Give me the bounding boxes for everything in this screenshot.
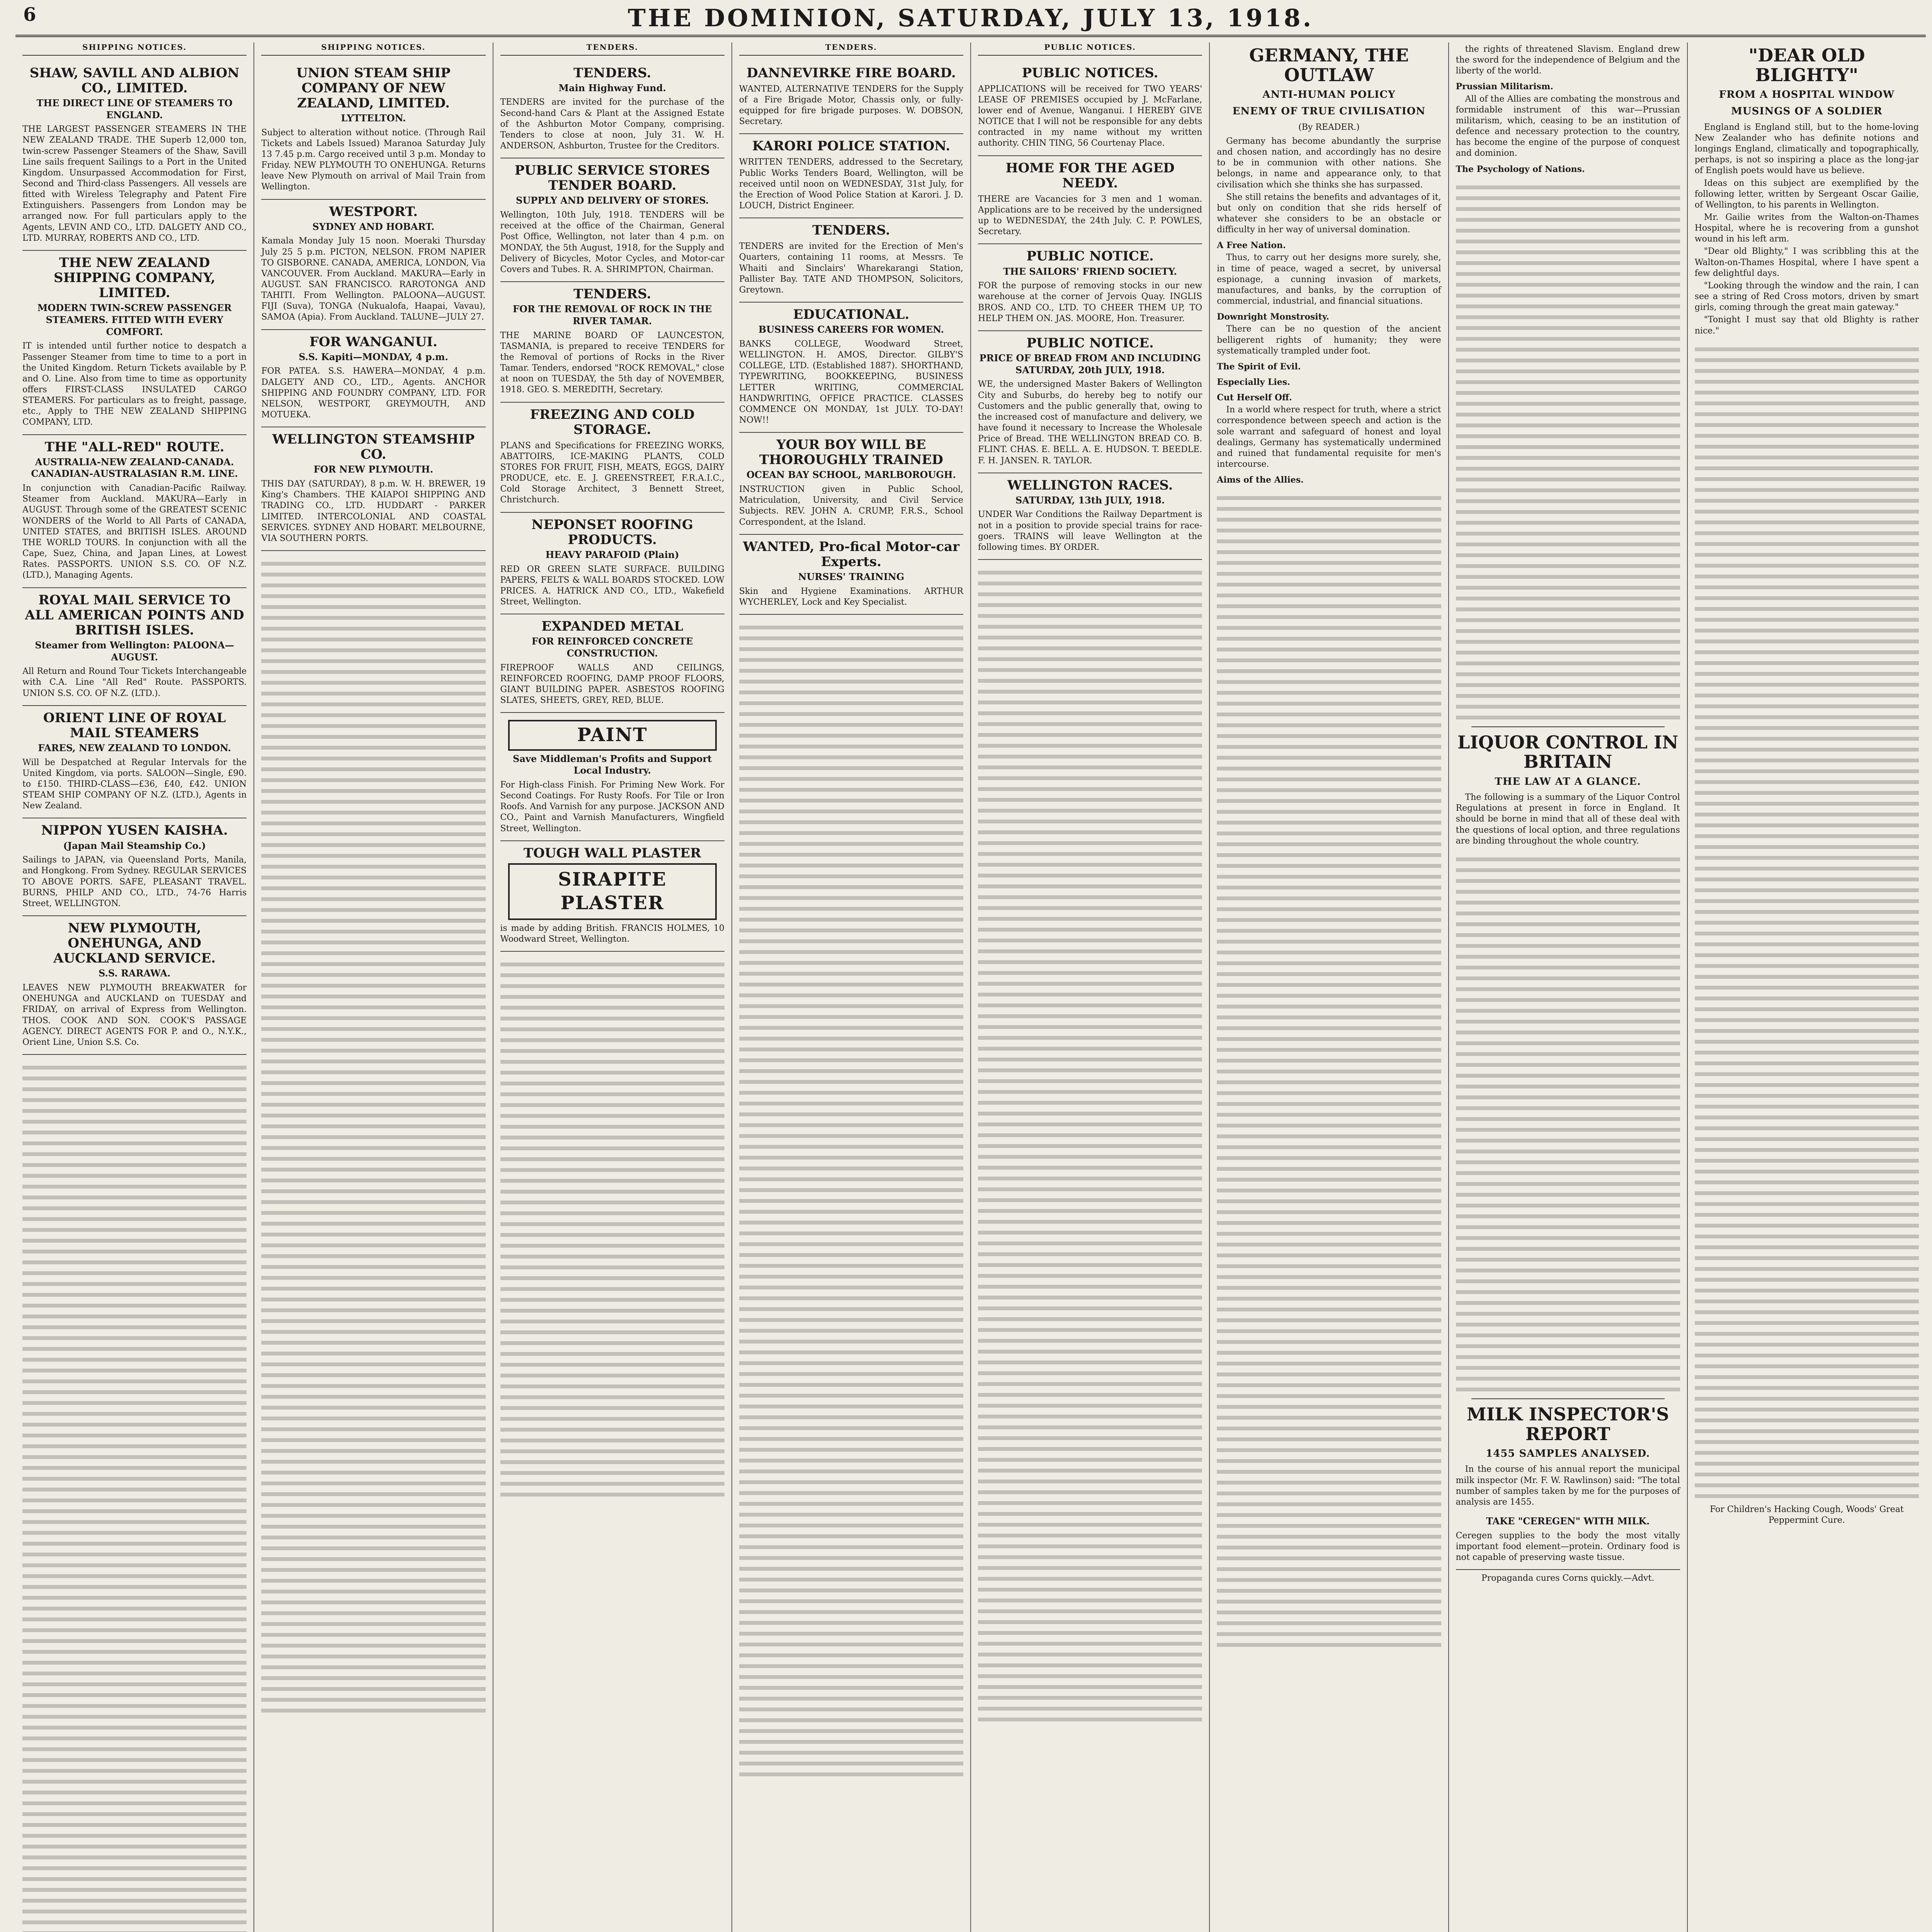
article-subtitle: ENEMY OF TRUE CIVILISATION [1232, 105, 1426, 117]
ad-title: PAINT [508, 720, 717, 750]
ad-block [261, 427, 485, 551]
ad-title: ORIENT LINE OF ROYAL MAIL STEAMERS [43, 710, 226, 741]
paragraph: "Looking through the window and the rain, I can see a string of Red Cross motors, driven by smart girls, coming through the great main gateway." [1694, 281, 1919, 313]
ad-title: PUBLIC NOTICE. [1026, 248, 1154, 264]
ad-body: THE MARINE BOARD OF LAUNCESTON, TASMANIA, is prepared to receive TENDERS for the Removal of portions of Rocks in the River Tamar. Tenders, endorsed "ROCK REMOVAL," close at noon on TUESDAY, the 5th day of NOVEMBER, 1918. GEO. S. MEREDITH, Secretary. [500, 330, 724, 395]
ad-title: WANTED, Pro-fical Motor-car Experts. [743, 539, 960, 570]
ad-title: TAKE "CEREGEN" WITH MILK. [1486, 1515, 1650, 1527]
ad-title: FREEZING AND COLD STORAGE. [530, 406, 695, 437]
ad-block [500, 713, 724, 841]
ad-subtitle: Save Middleman's Profits and Support Local Industry. [513, 753, 712, 776]
ad-subtitle: SUPPLY AND DELIVERY OF STORES. [516, 195, 709, 206]
ad-block [22, 588, 247, 706]
ad-subtitle: FOR REINFORCED CONCRETE CONSTRUCTION. [531, 636, 693, 659]
ad-title: TENDERS. [573, 286, 651, 302]
column-tenders-2 [732, 43, 971, 1932]
ad-block [22, 706, 247, 819]
ad-body: LEAVES NEW PLYMOUTH BREAKWATER for ONEHUNGA and AUCKLAND on TUESDAY and FRIDAY, on arrival of Express from Wellington. THOS. COOK AND SON. COOK'S PASSAGE AGENCY. DIRECT AGENTS FOR P. and O., N.Y.K., Orient Line, Union S.S. Co. [22, 983, 247, 1047]
footer-note: For Children's Hacking Cough, Woods' Great Peppermint Cure. [1709, 1504, 1904, 1525]
article-title: "DEAR OLD BLIGHTY" [1748, 45, 1865, 85]
column-tenders-1 [493, 43, 732, 1932]
masthead [15, 4, 1926, 37]
ad-block [978, 473, 1202, 560]
ad-block [739, 61, 963, 134]
column-heading: TENDERS. [500, 43, 724, 56]
ad-subtitle: LYTTELTON. [341, 112, 406, 124]
ad-block [261, 200, 485, 330]
article-subtitle: ANTI-HUMAN POLICY [1262, 89, 1396, 101]
ad-subtitle: NURSES' TRAINING [798, 571, 905, 582]
footer-note: Propaganda cures Corns quickly.—Advt. [1481, 1573, 1655, 1583]
column-shipping-1 [15, 43, 254, 1932]
subhead: The Spirit of Evil. [1217, 361, 1301, 372]
article-subtitle: THE LAW AT A GLANCE. [1495, 776, 1641, 787]
ad-title: PUBLIC NOTICES. [1022, 65, 1158, 81]
subhead: A Free Nation. [1217, 240, 1286, 251]
subhead: The Psychology of Nations. [1456, 164, 1585, 174]
ad-title: NIPPON YUSEN KAISHA. [41, 823, 228, 838]
ad-title: WESTPORT. [329, 204, 418, 219]
paragraph: "Dear old Blighty," I was scribbling this at the Walton-on-Thames Hospital, where I have spent a few delightful days. [1694, 247, 1919, 278]
ad-body: WRITTEN TENDERS, addressed to the Secretary, Public Works Tenders Board, Wellington, will be received until noon on WEDNESDAY, 31st July, for the Erection of Wood Police Station at Karori. J. D. LOUCH, District Engineer. [739, 157, 963, 211]
ad-block [1456, 1509, 1680, 1570]
ad-block [739, 218, 963, 303]
dense-text-region [739, 620, 963, 1779]
article-body [1456, 44, 1680, 175]
article-subtitle: MUSINGS OF A SOLDIER [1731, 105, 1883, 117]
subhead: Especially Lies. [1217, 377, 1290, 387]
article-title: LIQUOR CONTROL IN BRITAIN [1457, 731, 1679, 772]
column-public-notices [971, 43, 1210, 1932]
ad-block [22, 435, 247, 588]
ad-body: APPLICATIONS will be received for TWO YEARS' LEASE OF PREMISES occupied by J. McFarlane, lower end of Avenue, Wanganui. I HEREBY GIVE NOTICE that I will not be responsible for any debts contracted in my name without my written authority. CHIN TING, 56 Courtenay Place. [978, 84, 1202, 148]
subhead: Downright Monstrosity. [1217, 312, 1329, 322]
ad-body: Sailings to JAPAN, via Queensland Ports, Manila, and Hongkong. From Sydney. REGULAR SERVICES TO ABOVE PORTS. SAFE, PLEASANT TRAVEL. BURNS, PHILP AND CO., LTD., 74-76 Harris Street, WELLINGTON. [22, 855, 247, 908]
column-heading: SHIPPING NOTICES. [261, 43, 485, 56]
ad-body: All Return and Round Tour Tickets Interchangeable with C.A. Line "All Red" Route. PASSPORTS. UNION S.S. CO. OF N.Z. (LTD.). [22, 667, 247, 698]
ad-block [500, 841, 724, 952]
article-title: GERMANY, THE OUTLAW [1249, 45, 1409, 85]
ad-subtitle: BUSINESS CAREERS FOR WOMEN. [758, 324, 944, 335]
ad-subtitle: OCEAN BAY SCHOOL, MARLBOROUGH. [746, 469, 956, 481]
ad-subtitle: SYDNEY AND HOBART. [312, 221, 435, 232]
article-body [1456, 792, 1680, 847]
ad-title: NEPONSET ROOFING PRODUCTS. [531, 517, 693, 548]
divider [1471, 1398, 1665, 1399]
ad-subtitle: SIRAPITE PLASTER [508, 863, 717, 920]
ad-subtitle: S.S. RARAWA. [98, 968, 171, 979]
article-subtitle: 1455 SAMPLES ANALYSED. [1486, 1448, 1650, 1460]
article-title: MILK INSPECTOR'S REPORT [1466, 1403, 1669, 1444]
subhead: Aims of the Allies. [1217, 475, 1304, 485]
ad-block [500, 403, 724, 513]
ad-body: INSTRUCTION given in Public School, Matriculation, University, and Civil Service Subjects. REV. JOHN A. CRUMP, F.R.S., School Correspondent, at the Island. [739, 485, 963, 527]
ad-title: HOME FOR THE AGED NEEDY. [1005, 160, 1175, 191]
ad-title: PUBLIC NOTICE. [1026, 335, 1154, 351]
ad-title: KARORI POLICE STATION. [752, 138, 951, 154]
ad-subtitle: AUSTRALIA-NEW ZEALAND-CANADA. CANADIAN-AUSTRALASIAN R.M. LINE. [31, 456, 238, 480]
column-heading: TENDERS. [739, 43, 963, 56]
ad-block [739, 303, 963, 433]
ad-body: In conjunction with Canadian-Pacific Railway. Steamer from Auckland. MAKURA—Early in AUGUST. Through some of the GREATEST SCENIC WONDERS of the World to All Parts of CANADA, UNITED STATES, and BRITISH ISLES. AROUND THE WORLD TOURS. In conjunction with all the Cape, Suez, China, and Japan Lines, at Lowest Rates. PASSPORTS. UNION S.S. CO. OF N.Z. (LTD.), Managing Agents. [22, 483, 247, 580]
ad-body: TENDERS are invited for the purchase of the Second-hand Cars & Plant at the Assigned Estate of the Ashburton Motor Company, comprising. Tenders to close at noon, July 31. W. H. ANDERSON, Ashburton, Trustee for the Creditors. [500, 97, 724, 151]
ad-title: NEW PLYMOUTH, ONEHUNGA, AND AUCKLAND SERVICE. [53, 920, 216, 966]
paragraph: Germany has become abundantly the surprise and chosen nation, and accordingly has no desire to be in communion with other nations. She belongs, in name and appearance only, to that civilisation which she thinks she has surpassed. [1217, 136, 1441, 190]
ad-title: EDUCATIONAL. [793, 307, 910, 323]
paragraph: All of the Allies are combating the monstrous and formidable instrument of this war—Prussian militarism, which, ceasing to be an institution of defence and necessary protection to the country, has become the engine of the purpose of conquest and dominion. [1456, 94, 1680, 158]
paragraph: The following is a summary of the Liquor Control Regulations at present in force in England. It should be borne in mind that all of these deal with the questions of local option, and three regulations are binding throughout the whole country. [1456, 793, 1680, 846]
article-body [1217, 136, 1441, 486]
paragraph: "Tonight I must say that old Blighty is rather nice." [1694, 315, 1919, 336]
column-articles-mixed [1449, 43, 1688, 1932]
ad-title: WELLINGTON STEAMSHIP CO. [272, 432, 475, 463]
ad-subtitle: SATURDAY, 13th JULY, 1918. [1015, 494, 1165, 506]
paragraph: In a world where respect for truth, where a strict correspondence between speech and action is the sole warrant and safeguard of honest and loyal dealings, Germany has systematically undermined and ruined that fundamental requisite for men's intercourse. [1217, 405, 1441, 469]
dense-text-region [978, 565, 1202, 1725]
column-article-germany [1210, 43, 1449, 1932]
paragraph: Thus, to carry out her designs more surely, she, in time of peace, waged a secret, by universal espionage, a cunning invasion of markets, manufactures, and banks, by the corruption of commercial, industrial, and financial situations. [1217, 253, 1441, 306]
ad-body: TENDERS are invited for the Erection of Men's Quarters, containing 11 rooms, at Messrs. Te Whaiti and Sinclairs' Wharekarangi Station, Pallister Bay. TATE AND THOMPSON, Solicitors, Greytown. [739, 242, 963, 295]
ad-body: FOR PATEA. S.S. HAWERA—MONDAY, 4 p.m. DALGETY AND CO., LTD., Agents. ANCHOR SHIPPING AND FOUNDRY COMPANY, LTD. FOR NELSON, WESTPORT, GREYMOUTH, AND MOTUEKA. [261, 366, 486, 420]
subhead: Prussian Militarism. [1456, 82, 1553, 92]
ad-body: is made by adding British. FRANCIS HOLMES, 10 Woodward Street, Wellington. [500, 923, 724, 944]
ad-body: For High-class Finish. For Priming New Work. For Second Coatings. For Rusty Roofs. For Tile or Iron Roofs. And Varnish for any purpose. JACKSON AND CO., Paint and Varnish Manufacturers, Wingfield Street, Wellington. [500, 780, 724, 833]
ad-body: Kamala Monday July 15 noon. Moeraki Thursday July 25 5 p.m. PICTON, NELSON. FROM NAPIER TO GISBORNE. CANADA, AMERICA, LONDON, Via VANCOUVER. From Auckland. MAKURA—Early in AUGUST. SAN FRANCISCO. RAROTONGA AND TAHITI. From Wellington. PALOONA—AUGUST. FIJI (Suva), TONGA (Nukualofa, Haapai, Vavau), SAMOA (Apia). From Auckland. TALUNE—JULY 27. [261, 236, 486, 322]
ad-title: FOR WANGANUI. [309, 334, 437, 350]
paragraph: She still retains the benefits and advantages of it, but only on condition that she rids herself of whatever she considers to be an obstacle or difficulty in her way of universal domination. [1217, 192, 1441, 235]
ad-title: EXPANDED METAL [541, 619, 684, 634]
ad-body: Subject to alteration without notice. (Through Rail Tickets and Labels Issued) Maranoa Saturday July 13 7.45 p.m. Cargo received until 3 p.m. Monday to Friday. NEW PLYMOUTH TO ONEHUNGA. Returns leave New Plymouth on arrival of Mail Train from Wellington. [261, 128, 486, 192]
ad-body: THIS DAY (SATURDAY), 8 p.m. W. H. BREWER, 19 King's Chambers. THE KAIAPOI SHIPPING AND TRADING CO., LTD. HUDDART - PARKER LIMITED. INTERCOLONIAL AND COASTAL SERVICES. SYDNEY AND HOBART. MELBOURNE, VIA SOUTHERN PORTS. [261, 479, 486, 543]
ad-block [500, 614, 724, 713]
dense-text-region [1695, 342, 1919, 1501]
paragraph: the rights of threatened Slavism. England drew the sword for the independence of Belgium and the liberty of the world. [1456, 44, 1680, 76]
ad-subtitle: Main Highway Fund. [558, 82, 666, 94]
page-columns [15, 43, 1926, 1932]
ad-block [978, 331, 1202, 473]
ad-block [22, 916, 247, 1055]
ad-block [500, 158, 724, 282]
ad-subtitle: FOR NEW PLYMOUTH. [313, 464, 434, 475]
ad-subtitle: FOR THE REMOVAL OF ROCK IN THE RIVER TAMAR. [513, 303, 712, 327]
ad-block [500, 61, 724, 159]
dense-text-region [500, 957, 724, 1498]
ad-block [500, 282, 724, 402]
ad-title: THE NEW ZEALAND SHIPPING COMPANY, LIMITED. [54, 255, 216, 301]
ad-block [739, 535, 963, 615]
column-heading: SHIPPING NOTICES. [22, 43, 247, 56]
paragraph: Mr. Gailie writes from the Walton-on-Thames Hospital, where he is recovering from a gunshot wound in his left arm. [1694, 212, 1919, 244]
ad-body: RED OR GREEN SLATE SURFACE. BUILDING PAPERS, FELTS & WALL BOARDS STOCKED. LOW PRICES. A. HATRICK AND CO., LTD., Wakefield Street, Wellington. [500, 564, 724, 607]
ad-subtitle: HEAVY PARAFOID (Plain) [545, 549, 679, 560]
ad-block [978, 244, 1202, 331]
ad-title: TENDERS. [573, 65, 651, 81]
dense-text-region [22, 1060, 247, 1932]
column-heading: PUBLIC NOTICES. [978, 43, 1202, 56]
paragraph: Ideas on this subject are exemplified by the following letter, written by Sergeant Oscar Gailie, of Wellington, to his parents in Wellington. [1694, 178, 1919, 210]
page-number: 6 [23, 4, 36, 26]
ad-title: SHAW, SAVILL AND ALBION CO., LIMITED. [29, 65, 240, 96]
divider [1471, 726, 1665, 727]
ad-body: BANKS COLLEGE, Woodward Street, WELLINGTON. H. AMOS, Director. GILBY'S COLLEGE, LTD. (Established 1887). SHORTHAND, TYPEWRITING, BOOKKEEPING, BUSINESS LETTER WRITING, COMMERCIAL HANDWRITING, OFFICE PRACTICE. CLASSES COMMENCE ON MONDAY, 1st JULY. TO-DAY! NOW!! [739, 339, 963, 425]
ad-title: TOUGH WALL PLASTER [523, 845, 701, 861]
ad-body: IT is intended until further notice to despatch a Passenger Steamer from time to time to a port in the United Kingdom. Return Tickets available by P. and O. Line. Also from time to time as opportunity offers FIRST-CLASS INSULATED CARGO STEAMERS. For particulars as to freight, passage, etc., Apply to THE NEW ZEALAND SHIPPING COMPANY, LTD. [22, 341, 247, 427]
ad-body: FOR the purpose of removing stocks in our new warehouse at the corner of Jervois Quay. INGLIS BROS. AND CO., LTD. TO CHEER THEM UP, TO HELP THEM ON. JAS. MOORE, Hon. Treasurer. [978, 281, 1202, 323]
ad-subtitle: FARES, NEW ZEALAND TO LONDON. [38, 742, 231, 753]
ad-subtitle: THE SAILORS' FRIEND SOCIETY. [1003, 265, 1177, 277]
ad-body: Wellington, 10th July, 1918. TENDERS will be received at the office of the Chairman, General Post Office, Wellington, not later than 4 p.m. on MONDAY, the 5th August, 1918, for the Supply and Delivery of Bicycles, Motor Cycles, and Motor-car Covers and Tubes. R. A. SHRIMPTON, Chairman. [500, 210, 724, 274]
ad-block [739, 433, 963, 535]
paragraph: In the course of his annual report the municipal milk inspector (Mr. F. W. Rawlinson) said: "The total number of samples taken by me for the purposes of analysis are 1455. [1456, 1464, 1680, 1507]
ad-title: WELLINGTON RACES. [1007, 477, 1173, 493]
dense-text-region [1456, 852, 1680, 1393]
dense-text-region [1217, 491, 1441, 1650]
ad-subtitle: (Japan Mail Steamship Co.) [63, 840, 206, 851]
ad-body: WE, the undersigned Master Bakers of Wellington City and Suburbs, do hereby beg to notify our Customers and the public generally that, owing to the increased cost of manufacture and delivery, we have found it necessary to Increase the Wholesale Price of Bread. THE WELLINGTON BREAD CO. B. FLINT. CHAS. E. BELL. A. E. HUDSON. T. BEEDLE. F. H. JANSEN. R. TAYLOR. [978, 379, 1202, 466]
ad-subtitle: PRICE OF BREAD FROM AND INCLUDING SATURDAY, 20th JULY, 1918. [979, 352, 1201, 376]
ad-subtitle: MODERN TWIN-SCREW PASSENGER STEAMERS. FITTED WITH EVERY COMFORT. [37, 302, 232, 337]
ad-block [22, 61, 247, 251]
column-article-blighty [1688, 43, 1926, 1932]
ad-block [261, 330, 485, 428]
ad-body: FIREPROOF WALLS AND CEILINGS, REINFORCED ROOFING, DAMP PROOF FLOORS, GIANT BUILDING PAPER. ASBESTOS ROOFING SLATES, SHEETS, GREY, RED, BLUE. [500, 663, 724, 706]
newspaper-title: THE DOMINION, SATURDAY, JULY 13, 1918. [628, 4, 1314, 32]
ad-block [261, 61, 485, 200]
ad-title: THE "ALL-RED" ROUTE. [44, 439, 224, 455]
ad-body: Will be Despatched at Regular Intervals for the United Kingdom, via ports. SALOON—Single, £90. to £150. THIRD-CLASS—£36, £40, £42. UNION STEAM SHIP COMPANY OF N.Z. (LTD.), Agents in New Zealand. [22, 757, 247, 811]
ad-title: YOUR BOY WILL BE THOROUGHLY TRAINED [759, 437, 943, 468]
ad-block [739, 134, 963, 218]
ad-title: UNION STEAM SHIP COMPANY OF NEW ZEALAND, LIMITED. [296, 65, 451, 111]
paragraph: There can be no question of the ancient belligerent rights of humanity; they were systematically trampled under foot. [1217, 324, 1441, 356]
ad-body: Ceregen supplies to the body the most vitally important food element—protein. Ordinary food is not capable of preserving waste tissue. [1456, 1531, 1680, 1563]
ad-block [22, 251, 247, 435]
ad-body: WANTED, ALTERNATIVE TENDERS for the Supply of a Fire Brigade Motor, Chassis only, or fully-equipped for fire brigade purposes. W. DOBSON, Secretary. [739, 84, 963, 127]
ad-title: TENDERS. [812, 223, 890, 238]
ad-body: Skin and Hygiene Examinations. ARTHUR WYCHERLEY, Lock and Key Specialist. [739, 586, 963, 607]
article-body [1456, 1464, 1680, 1508]
article-body [1695, 122, 1919, 337]
ad-block [22, 818, 247, 916]
ad-body: THE LARGEST PASSENGER STEAMERS IN THE NEW ZEALAND TRADE. THE Superb 12,000 ton, twin-screw Passenger Steamers of the Shaw, Savill Line sails frequent Sailings to a Port in the United Kingdom. Unsurpassed Accommodation for First, Second and Third-class Passengers. All vessels are fitted with Wireless Telegraphy and Patent Fire Extinguishers. Passengers from London may be arranged now. For full particulars apply to the Agents, LEVIN AND CO., LTD. DALGETY AND CO., LTD. MURRAY, ROBERTS AND CO., LTD. [22, 124, 247, 243]
ad-subtitle: Steamer from Wellington: PALOONA—AUGUST. [35, 639, 234, 663]
ad-block [978, 61, 1202, 156]
ad-body: PLANS and Specifications for FREEZING WORKS, ABATTOIRS, ICE-MAKING PLANTS, COLD STORES FOR FRUIT, FISH, MEATS, EGGS, DAIRY PRODUCE, etc. E. J. GREENSTREET, F.R.A.I.C., Cold Storage Architect, 3 Bennett Street, Christchurch. [500, 440, 724, 505]
column-shipping-2 [254, 43, 493, 1932]
dense-text-region [261, 556, 485, 1716]
ad-body: THERE are Vacancies for 3 men and 1 woman. Applications are to be received by the undersigned up to WEDNESDAY, the 24th July. C. P. POWLES, Secretary. [978, 194, 1202, 237]
ad-title: DANNEVIRKE FIRE BOARD. [747, 65, 956, 81]
ad-block [500, 513, 724, 615]
paragraph: England is England still, but to the home-loving New Zealander who has definite notions and longings England, climatically and topographically, perhaps, is not so inspiring a place as the long-jar of English poets would have us believe. [1694, 122, 1919, 176]
subhead: Cut Herself Off. [1217, 393, 1292, 403]
ad-body: UNDER War Conditions the Railway Department is not in a position to provide special trains for race-goers. TRAINS will leave Wellington at the following times. BY ORDER. [978, 510, 1202, 552]
ad-title: ROYAL MAIL SERVICE TO ALL AMERICAN POINTS AND BRITISH ISLES. [25, 592, 244, 638]
ad-title: PUBLIC SERVICE STORES TENDER BOARD. [514, 163, 710, 194]
ad-subtitle: THE DIRECT LINE OF STEAMERS TO ENGLAND. [36, 97, 233, 121]
article-byline: (By READER.) [1298, 122, 1360, 132]
article-subtitle: FROM A HOSPITAL WINDOW [1719, 89, 1895, 101]
dense-text-region [1456, 180, 1680, 721]
ad-subtitle: S.S. Kapiti—MONDAY, 4 p.m. [298, 351, 448, 362]
ad-block [978, 156, 1202, 245]
